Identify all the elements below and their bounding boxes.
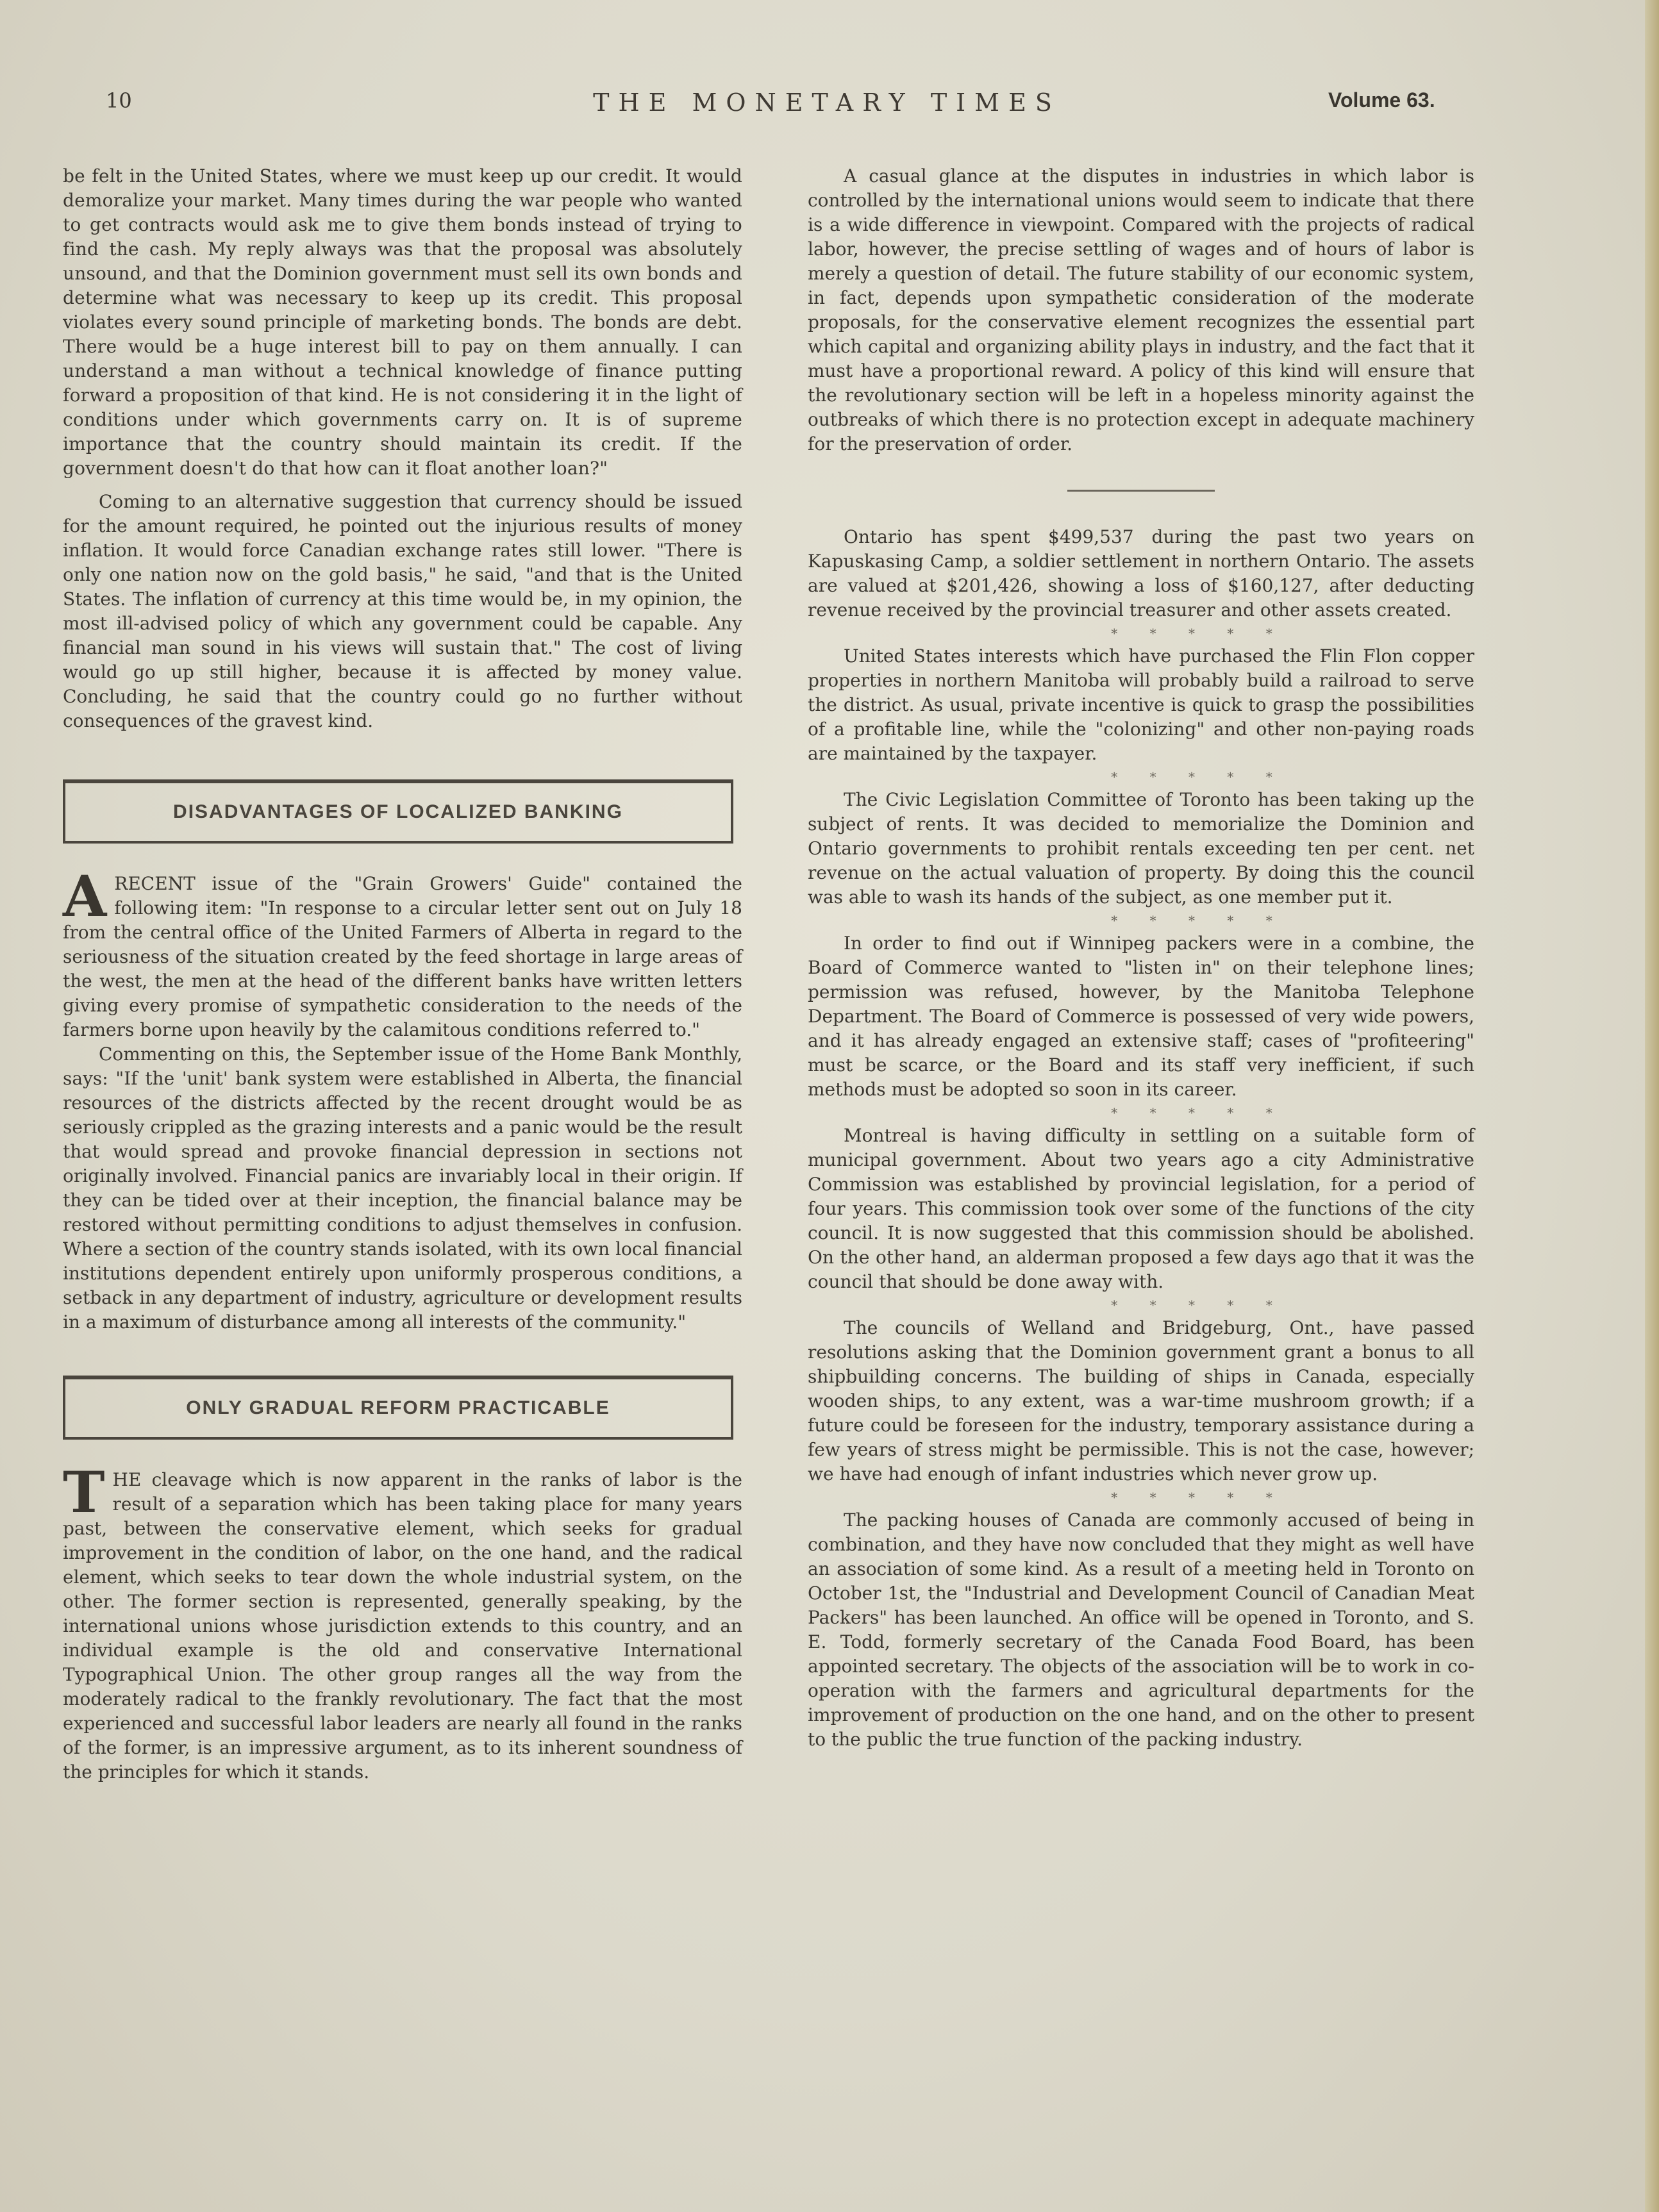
volume-label: Volume 63. <box>1328 88 1435 112</box>
news-item: The Civic Legislation Committee of Toronto has been taking up the subject of rents. It was decided to memorialize the Dominion and Ontario governments to prohibit rentals exceeding ten per cent. net revenue on the actual valuation of property. By doing this the council was able to wash its hands of the subject, as one member put it. <box>808 789 1474 908</box>
article-paragraph <box>63 1459 742 1784</box>
news-item: The councils of Welland and Bridgeburg, Ont., have passed resolutions asking that the Dominion government grant a bonus to all shipbuilding concerns. The building of ships in Canada, especially wooden ships, to any extent, was a war-time mushroom growth; if a future could be foreseen for the industry, temporary assistance during a few years of stress might be permissible. This is not the case, however; we have had enough of infant industries which never grow up. <box>808 1317 1474 1484</box>
news-item: Ontario has spent $499,537 during the past two years on Kapuskasing Camp, a soldier settlement in northern Ontario. The assets are valued at $201,426, showing a loss of $160,127, after deducting revenue received by the provincial treasurer and other assets created. <box>808 526 1474 620</box>
section-heading-gradual-reform <box>63 1376 733 1440</box>
article-paragraph: A casual glance at the disputes in industries in which labor is controlled by the international unions would seem to indicate that there is a wide difference in viewpoint. Compared with the projects of radical labor, however, the precise settling of wages and of hours of labor is merely a question of detail. The future stability of our economic system, in fact, depends upon sympathetic consideration of the moderate proposals, for the conservative element recognizes the essential part which capital and organizing ability plays in industry, and the fact that it must have a proportional reward. A policy of this kind will ensure that the revolutionary section will be left in a hopeless minority against the outbreaks of which there is no protection except in adequate machinery for the preservation of order. <box>808 165 1474 454</box>
item-separator: * * * * * <box>1111 1105 1287 1120</box>
running-title: THE MONETARY TIMES <box>593 88 1061 117</box>
news-item: In order to find out if Winnipeg packers were in a combine, the Board of Commerce wanted to "listen in" on their telephone lines; permission was refused, however, by the Manitoba Telephone Department. The Board of Commerce is possessed of very wide powers, and it has already engaged an extensive staff; cases of "profiteering" must be scarce, or the Board and its staff very inefficient, if such methods must be adopted so soon in its career. <box>808 933 1474 1100</box>
page-header <box>0 88 1659 127</box>
section-divider <box>1067 490 1215 492</box>
article-paragraph: Coming to an alternative suggestion that currency should be issued for the amount required, he pointed out the injurious results of money inflation. It would force Canadian exchange rates still lower. "There is only one nation now on the gold basis," he said, "and that is the United States. The inflation of currency at this time would be, in my opinion, the most ill-advised policy of which any government could be capable. Any financial man sound in his views will sustain that." The cost of living would go up still higher, because it is affected by money value. Concluding, he said that the country could go no further without consequences of the gravest kind. <box>63 491 742 731</box>
left-column <box>63 164 742 1784</box>
article-paragraph: be felt in the United States, where we must keep up our credit. It would demoralize your market. Many times during the war people who wanted to get contracts would ask me to give them bonds instead of trying to find the cash. My reply always was that the proposal was absolutely unsound, and that the Dominion government must sell its own bonds and determine what was necessary to keep up its credit. This proposal violates every sound principle of marketing bonds. The bonds are debt. There would be a huge interest bill to pay on them annually. I can understand a man without a technical knowledge of finance putting forward a proposition of that kind. He is not considering it in the light of conditions under which governments carry on. It is of supreme importance that the country should maintain its credit. If the government doesn't do that how can it float another loan?" <box>63 165 742 479</box>
news-item: United States interests which have purchased the Flin Flon copper properties in northern Manitoba will probably build a railroad to serve the district. As usual, private incentive is quick to grasp the possibilities of a profitable line, while the "colonizing" and other non-paying roads are maintained by the taxpayer. <box>808 645 1474 764</box>
article-paragraph: Commenting on this, the September issue of the Home Bank Monthly, says: "If the 'unit' bank system were established in Alberta, the financial resources of the districts affected by the recent drought would be as seriously crippled as the grazing interests and a panic would be the result that would spread and provoke financial depression in sections not originally involved. Financial panics are invariably local in their origin. If they can be tided over at their inception, the financial balance may be restored without permitting conditions to adjust themselves in confusion. Where a section of the country stands isolated, with its own local financial institutions dependent entirely upon uniformly prosperous conditions, a setback in any department of industry, agriculture or development results in a maximum of disturbance among all interests of the community." <box>63 1044 742 1333</box>
item-separator: * * * * * <box>1111 1490 1287 1505</box>
item-separator: * * * * * <box>1111 626 1287 641</box>
right-column <box>808 164 1474 1752</box>
article-paragraph <box>63 863 742 1042</box>
page-number: 10 <box>106 88 132 113</box>
section-heading-localized-banking <box>63 779 733 844</box>
section-heading-text: DISADVANTAGES OF LOCALIZED BANKING <box>173 801 623 822</box>
drop-cap: A <box>63 863 107 929</box>
item-separator: * * * * * <box>1111 913 1287 928</box>
item-separator: * * * * * <box>1111 769 1287 785</box>
drop-cap: T <box>63 1459 105 1526</box>
page-binding-edge <box>1645 0 1659 2212</box>
news-item: Montreal is having difficulty in settling on a suitable form of municipal government. About two years ago a city Administrative Commission was established by provincial legislation, for a period of four years. This commission took over some of the functions of the city council. It is now suggested that this commission should be abolished. On the other hand, an alderman proposed a few days ago that it was the council that should be done away with. <box>808 1125 1474 1292</box>
article-paragraph-text: RECENT issue of the "Grain Growers' Guide" contained the following item: "In response to a circular letter sent out on July 18 from the central office of the United Farmers of Alberta in regard to the seriousness of the situation created by the feed shortage in large areas of the west, the men at the head of the different banks have written letters giving every promise of sympathetic consideration to the needs of the farmers borne upon heavily by the calamitous conditions referred to." <box>63 873 742 1040</box>
news-item: The packing houses of Canada are commonly accused of being in combination, and they have now concluded that they might as well have an association of some kind. As a result of a meeting held in Toronto on October 1st, the "Industrial and Development Council of Canadian Meat Packers" has been launched. An office will be opened in Toronto, and S. E. Todd, formerly secretary of the Canada Food Board, has been appointed secretary. The objects of the association will be to work in co-operation with the farmers and agricultural departments for the improvement of production on the one hand, and on the other to present to the public the true function of the packing industry. <box>808 1509 1474 1750</box>
item-separator: * * * * * <box>1111 1297 1287 1313</box>
section-heading-text: ONLY GRADUAL REFORM PRACTICABLE <box>186 1397 610 1418</box>
article-paragraph-text: HE cleavage which is now apparent in the ranks of labor is the result of a separation which has been taking place for many years past, between the conservative element, which seeks for gradual improvement in the condition of labor, on the one hand, and the radical element, which seeks to tear down the whole industrial system, on the other. The former section is represented, generally speaking, by the international unions whose jurisdiction extends to this country, and an individual example is the old and conservative International Typographical Union. The other group ranges all the way from the moderately radical to the frankly revolutionary. The fact that the most experienced and successful labor leaders are nearly all found in the ranks of the former, is an impressive argument, as to its inherent soundness of the principles for which it stands. <box>63 1469 742 1783</box>
